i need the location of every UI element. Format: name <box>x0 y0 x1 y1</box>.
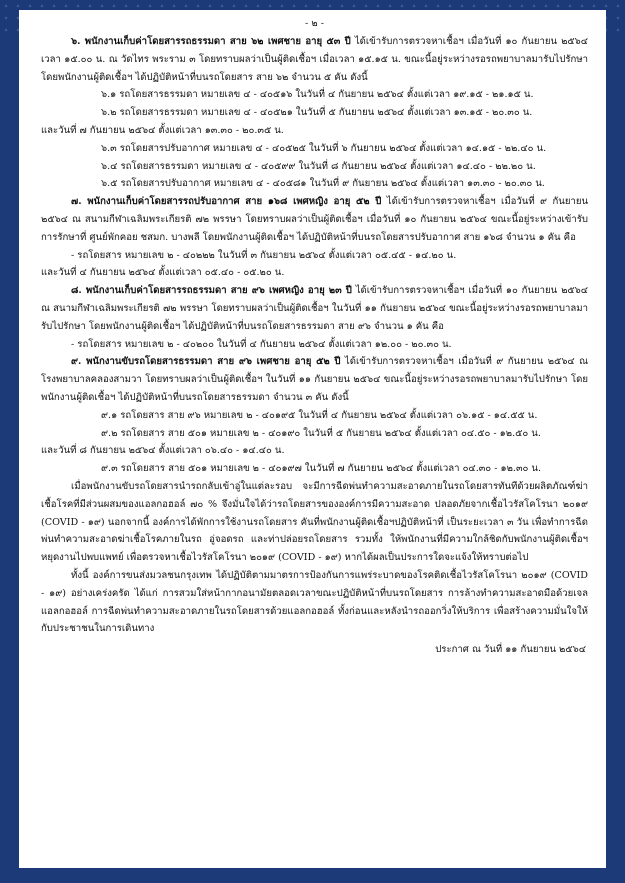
item-8-heading: ๘. พนักงานเก็บค่าโดยสารรถธรรมดา สาย ๙๖ เพศหญิง อายุ ๒๓ ปี <box>71 285 352 297</box>
item-6-paragraph <box>41 33 588 86</box>
item-7-text: ได้เข้ารับการตรวจหาเชื้อฯ เมื่อวันที่ ๙ กันยายน ๒๕๖๔ ณ สนามกีฬาเฉลิมพระเกียรติ ๗๒ พรรษา โดยทราบผลว่าเป็นผู้ติดเชื้อฯ เมื่อวันที่ ๑๐ กันยายน ๒๕๖๔ ขณะนี้อยู่ระหว่างเข้ารับการรักษาที่ ศูนย์พักคอย ชสมก. บางพลี โดยพนักงานผู้ติดเชื้อฯ ได้ปฏิบัติหน้าที่บนรถโดยสารปรับอากาศ สาย ๑๖๘ จำนวน ๑ คัน คือ <box>41 196 589 243</box>
item-7-heading: ๗. พนักงานเก็บค่าโดยสารรถปรับอากาศ สาย ๑๖๘ เพศหญิง อายุ ๕๒ ปี <box>71 196 382 208</box>
item-6-heading: ๖. พนักงานเก็บค่าโดยสารรถธรรมดา สาย ๖๒ เพศชาย อายุ ๕๓ ปี <box>71 36 351 47</box>
item-8-bus: - รถโดยสาร หมายเลข ๒ - ๔๐๒๐๐ ในวันที่ ๔ กันยายน ๒๕๖๔ ตั้งแต่เวลา ๑๒.๐๐ - ๒๐.๓๐ น. <box>71 338 452 350</box>
item-8-paragraph <box>41 282 588 335</box>
item-9-1: ๙.๑ รถโดยสาร สาย ๙๖ หมายเลข ๒ - ๔๐๑๙๕ ในวันที่ ๔ กันยายน ๒๕๖๔ ตั้งแต่เวลา ๐๖.๑๕ - ๑๔.๕๕ น. <box>101 409 538 421</box>
measures-paragraph: ทั้งนี้ องค์การขนส่งมวลชนกรุงเทพ ได้ปฏิบัติตามมาตรการป้องกันการแพร่ระบาดของโรคติดเชื้อไวรัสโคโรนา ๒๐๑๙ (COVID - ๑๙) อย่างเคร่งครัด ได้แก่ การสวมใส่หน้ากากอนามัยตลอดเวลาขณะปฏิบัติหน้าที่บนรถโดยสาร การล้างทำความสะอาดมือด้วยเจลแอลกอฮอล์ การฉีดพ่นทำความสะอาดภายในรถโดยสารด้วยแอลกอฮอล์ ทั้งก่อนและหลังนำรถออกวิ่งให้บริการ เพื่อสร้างความมั่นใจให้กับประชาชนในการเดินทาง <box>41 569 588 635</box>
item-7-bus-continued: และวันที่ ๔ กันยายน ๒๕๖๔ ตั้งแต่เวลา ๐๕.๔๐ - ๐๕.๒๐ น. <box>41 267 285 279</box>
item-9-2-continued: และวันที่ ๘ กันยายน ๒๕๖๔ ตั้งแต่เวลา ๐๖.๔๐ - ๑๔.๔๐ น. <box>41 445 285 457</box>
cleaning-paragraph: เมื่อพนักงานขับรถโดยสารนำรถกลับเข้าอู่ในแต่ละรอบ จะมีการฉีดพ่นทำความสะอาดภายในรถโดยสารทันทีด้วยผลิตภัณฑ์ฆ่าเชื้อโรคที่มีส่วนผสมของแอลกอฮอล์ ๗๐ % จึงมั่นใจได้ว่ารถโดยสารขององค์การมีความสะอาด ปลอดภัยจากเชื้อไวรัสโคโรนา ๒๐๑๙ (COVID - ๑๙) นอกจากนี้ องค์การได้พักการใช้งานรถโดยสาร คันที่พนักงานผู้ติดเชื้อฯปฏิบัติหน้าที่ เป็นระยะเวลา ๓ วัน เพื่อทำการฉีดพ่นทำความสะอาดฆ่าเชื้อโรคภายในรถ อู่จอดรถ และท่าปล่อยรถโดยสาร รวมทั้ง ให้พนักงานที่มีความใกล้ชิดกับพนักงานผู้ติดเชื้อฯ หยุดงานไปพบแพทย์ เพื่อตรวจหาเชื้อไวรัสโคโรนา ๒๐๑๙ (COVID - ๑๙) หากได้ผลเป็นประการใดจะแจ้งให้ทราบต่อไป <box>41 480 588 564</box>
item-9-2: ๙.๒ รถโดยสาร สาย ๕๐๑ หมายเลข ๒ - ๔๐๑๙๐ ในวันที่ ๕ กันยายน ๒๕๖๔ ตั้งแต่เวลา ๐๔.๕๐ - ๑๒.๕๐ น. <box>101 427 541 439</box>
item-6-text: ได้เข้ารับการตรวจหาเชื้อฯ เมื่อวันที่ ๑๐ กันยายน ๒๕๖๔ เวลา ๑๕.๐๐ น. ณ วัดไทร พระราม ๓ โดยทราบผลว่าเป็นผู้ติดเชื้อฯ เมื่อเวลา ๑๕.๑๕ น. ขณะนี้อยู่ระหว่างรอรถพยาบาลมารับไปรักษา โดยพนักงานผู้ติดเชื้อฯ ได้ปฏิบัติหน้าที่บนรถโดยสาร สาย ๖๒ จำนวน ๕ คัน ดังนี้ <box>41 36 589 83</box>
item-9-text: ได้เข้ารับการตรวจหาเชื้อฯ เมื่อวันที่ ๙ กันยายน ๒๕๖๔ ณ โรงพยาบาลคลองสามวา โดยทราบผลว่าเป็นผู้ติดเชื้อฯ ในวันที่ ๑๑ กันยายน ๒๕๖๔ ขณะนี้อยู่ระหว่างรอรถพยาบาลมารับไปรักษา โดยพนักงานผู้ติดเชื้อฯ ได้ปฏิบัติหน้าที่บนรถโดยสารธรรมดา จำนวน ๓ คัน ดังนี้ <box>41 356 588 403</box>
item-8-text: ได้เข้ารับการตรวจหาเชื้อฯ เมื่อวันที่ ๑๐ กันยายน ๒๕๖๔ ณ สนามกีฬาเฉลิมพระเกียรติ ๗๒ พรรษา โดยทราบผลว่าเป็นผู้ติดเชื้อฯ ในวันที่ ๑๑ กันยายน ๒๕๖๔ ขณะนี้อยู่ระหว่างรอรถพยาบาลมารับไปรักษา โดยพนักงานผู้ติดเชื้อฯ ได้ปฏิบัติหน้าที่บนรถโดยสารธรรมดา สาย ๙๖ จำนวน ๑ คัน คือ <box>41 285 588 332</box>
item-9-heading: ๙. พนักงานขับรถโดยสารธรรมดา สาย ๙๖ เพศชาย อายุ ๕๒ ปี <box>71 356 341 368</box>
item-6-4: ๖.๔ รถโดยสารธรรมดา หมายเลข ๔ - ๔๐๕๙๙ ในวันที่ ๘ กันยายน ๒๕๖๔ ตั้งแต่เวลา ๑๔.๔๐ - ๒๒.๒๐ น. <box>101 160 536 172</box>
announcement-date: ประกาศ ณ วันที่ ๑๑ กันยายน ๒๕๖๔ <box>435 644 586 656</box>
item-7-bus: - รถโดยสาร หมายเลข ๒ - ๔๐๒๒๒ ในวันที่ ๓ กันยายน ๒๕๖๔ ตั้งแต่เวลา ๐๕.๔๕ - ๑๔.๒๐ น. <box>71 249 457 261</box>
item-6-3: ๖.๓ รถโดยสารปรับอากาศ หมายเลข ๔ - ๔๐๕๒๕ ในวันที่ ๖ กันยายน ๒๕๖๔ ตั้งแต่เวลา ๑๔.๑๕ - ๒๒.๔๐ น. <box>101 142 547 154</box>
item-9-3: ๙.๓ รถโดยสาร สาย ๕๐๑ หมายเลข ๒ - ๔๐๑๙๗ ในวันที่ ๗ กันยายน ๒๕๖๔ ตั้งแต่เวลา ๐๔.๓๐ - ๑๒.๓๐ น. <box>101 463 542 475</box>
document-page <box>19 10 606 868</box>
item-6-2: ๖.๒ รถโดยสารธรรมดา หมายเลข ๔ - ๔๐๕๒๑ ในวันที่ ๕ กันยายน ๒๕๖๔ ตั้งแต่เวลา ๑๓.๑๕ - ๒๐.๓๐ น. <box>101 107 533 119</box>
item-7-paragraph <box>41 193 588 246</box>
page-number: - ๒ - <box>305 18 324 29</box>
item-6-2-continued: และวันที่ ๗ กันยายน ๒๕๖๔ ตั้งแต่เวลา ๑๓.๓๐ - ๒๐.๓๕ น. <box>41 124 284 136</box>
item-9-paragraph <box>41 353 588 406</box>
item-6-1: ๖.๑ รถโดยสารธรรมดา หมายเลข ๔ - ๔๐๕๑๖ ในวันที่ ๔ กันยายน ๒๕๖๔ ตั้งแต่เวลา ๑๙.๑๕ - ๒๑.๑๕ น. <box>101 89 534 101</box>
item-6-5: ๖.๕ รถโดยสารปรับอากาศ หมายเลข ๔ - ๔๐๕๘๑ ในวันที่ ๙ กันยายน ๒๕๖๔ ตั้งแต่เวลา ๑๓.๓๐ - ๒๐.๓๐ น. <box>101 178 545 190</box>
